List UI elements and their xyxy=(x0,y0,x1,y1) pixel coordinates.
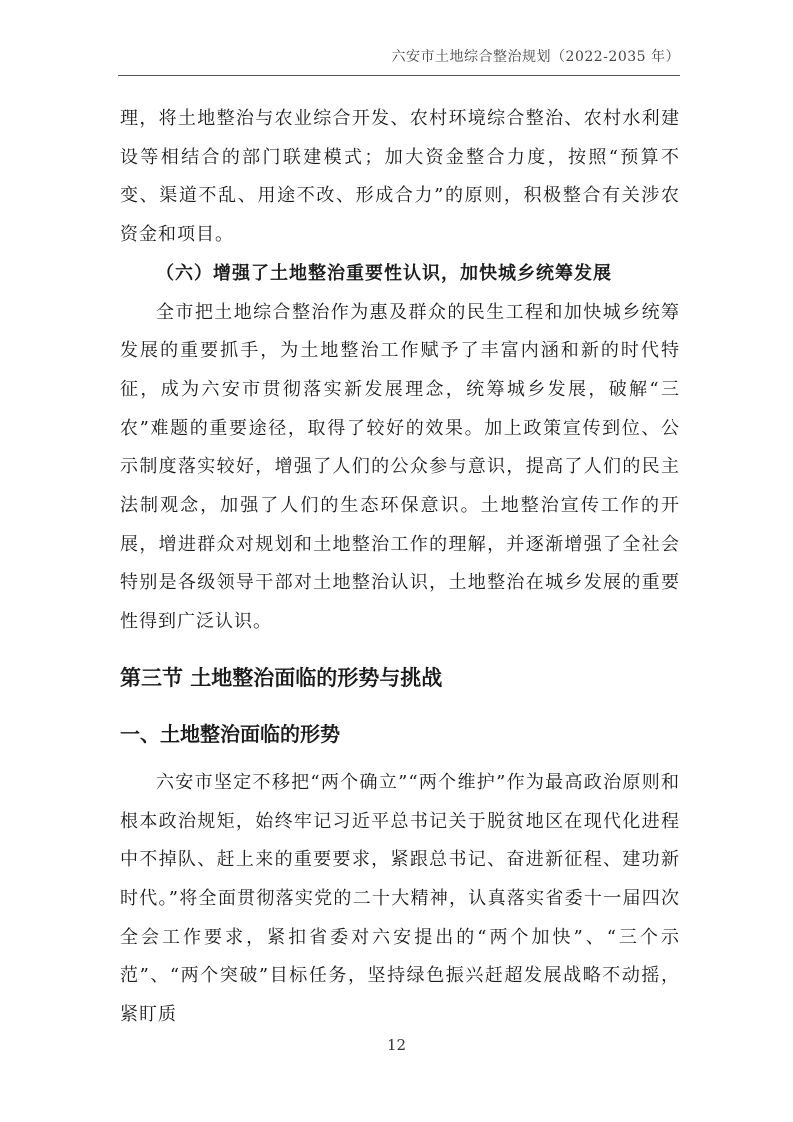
paragraph-urban-rural: 全市把土地综合整治作为惠及群众的民生工程和加快城乡统筹发展的重要抓手，为土地整治工作赋予了丰富内涵和新的时代特征，成为六安市贯彻落实新发展理念，统筹城乡发展，破解“三农”难题的重要途径，取得了较好的效果。加上政策宣传到位、公示制度落实较好，增强了人们的公众参与意识，提高了人们的民主法制观念，加强了人们的生态环保意识。土地整治宣传工作的开展，增进群众对规划和土地整治工作的理解，并逐渐增强了全社会特别是各级领导干部对土地整治认识，土地整治在城乡发展的重要性得到广泛认识。 xyxy=(120,301,680,633)
page-number: 12 xyxy=(386,1036,407,1054)
running-header: 六安市土地综合整治规划（2022-2035 年） xyxy=(391,49,680,65)
paragraph-situation: 六安市坚定不移把“两个确立”“两个维护”作为最高政治原则和根本政治规矩，始终牢记习近平总书记关于脱贫地区在现代化进程中不掉队、赶上来的重要要求，紧跟总书记、奋进新征程、建功新时代。”将全面贯彻落实党的二十大精神，认真落实省委十一届四次全会工作要求，紧扣省委对六安提出的“两个加快”、“三个示范”、“两个突破”目标任务，坚持绿色振兴赶超发展战略不动摇，紧盯质 xyxy=(120,771,680,1026)
section-title: 第三节 土地整治面临的形势与挑战 xyxy=(120,665,443,690)
header-divider xyxy=(118,75,680,76)
subheading-six: （六）增强了土地整治重要性认识，加快城乡统筹发展 xyxy=(156,262,612,284)
subsection-title: 一、土地整治面临的形势 xyxy=(120,721,340,746)
page-body xyxy=(120,100,680,1035)
paragraph-continuation: 理，将土地整治与农业综合开发、农村环境综合整治、农村水利建设等相结合的部门联建模式；加大资金整合力度，按照“预算不变、渠道不乱、用途不改、形成合力”的原则，积极整合有关涉农资金和项目。 xyxy=(120,108,680,246)
